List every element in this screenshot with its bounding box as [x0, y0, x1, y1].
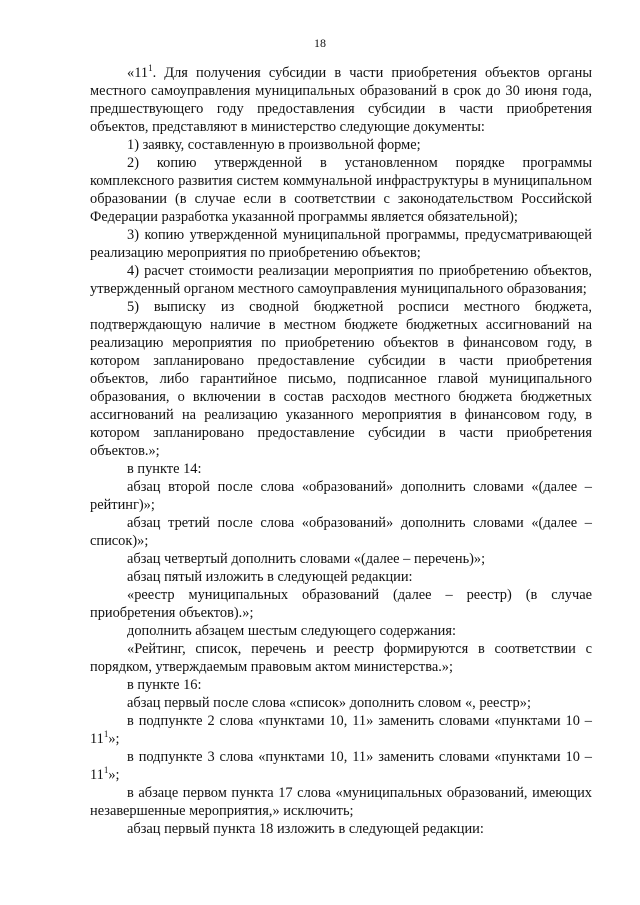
paragraph: 5) выписку из сводной бюджетной росписи местного бюджета, подтверждающую наличие в местном бюджете бюджетных ассигнований на реализацию мероприятия по приобретению объектов в финансовом году, в котором запланировано предоставление субсидии в части приобретения объектов, либо гарантийное письмо, подписанное главой муниципального образования, о включении в состав расходов местного бюджета бюджетных ассигнований на реализацию указанного мероприятия в финансовом году, в котором запланировано предоставление субсидии в части приобретения объектов.»; [90, 299, 592, 459]
paragraph: в пункте 16: [127, 677, 202, 693]
paragraph: в абзаце первом пункта 17 слова «муниципальных образований, имеющих незавершенные мероприятия,» исключить; [90, 785, 592, 819]
paragraph: 1) заявку, составленную в произвольной форме; [127, 137, 421, 153]
paragraph: абзац первый после слова «список» дополнить словом «, реестр»; [127, 695, 531, 711]
paragraph: в подпункте 2 слова «пунктами 10, 11» заменить словами «пунктами $10 - 11^1$»; [90, 713, 592, 747]
paragraph: «$11^1$. Для получения субсидии в части приобретения объектов органы местного самоуправления муниципальных образований в срок до 30 июня года, предшествующего году предоставления субсидии в части приобретения объектов, представляют в министерство следующие документы: [90, 63, 592, 135]
paragraph: 4) расчет стоимости реализации мероприятия по приобретению объектов, утвержденный органом местного самоуправления муниципального образования; [90, 263, 592, 297]
page-number: 18 [314, 36, 326, 50]
paragraph: в подпункте 3 слова «пунктами 10, 11» заменить словами «пунктами $10 - 11^1$»; [90, 749, 592, 783]
paragraph: абзац пятый изложить в следующей редакции: [127, 569, 413, 585]
paragraph: абзац четвертый дополнить словами «(далее – перечень)»; [127, 551, 486, 567]
paragraph: в пункте 14: [127, 461, 202, 477]
paragraph: дополнить абзацем шестым следующего содержания: [127, 623, 456, 639]
paragraph: абзац второй после слова «образований» дополнить словами «(далее – рейтинг)»; [90, 479, 592, 513]
paragraph: «Рейтинг, список, перечень и реестр формируются в соответствии с порядком, утверждаемым правовым актом министерства.»; [90, 641, 592, 675]
paragraph: 3) копию утвержденной муниципальной программы, предусматривающей реализацию мероприятия по приобретению объектов; [90, 227, 592, 261]
document-body [90, 64, 592, 838]
paragraph: 2) копию утвержденной в установленном порядке программы комплексного развития систем коммунальной инфраструктуры в муниципальном образовании (в случае если в соответствии с законодательством Российской Федерации разработка указанной программы является обязательной); [90, 155, 592, 225]
paragraph: «реестр муниципальных образований (далее – реестр) (в случае приобретения объектов).»; [90, 587, 592, 621]
paragraph: абзац третий после слова «образований» дополнить словами «(далее – список)»; [90, 515, 592, 549]
paragraph: абзац первый пункта 18 изложить в следующей редакции: [127, 821, 484, 837]
